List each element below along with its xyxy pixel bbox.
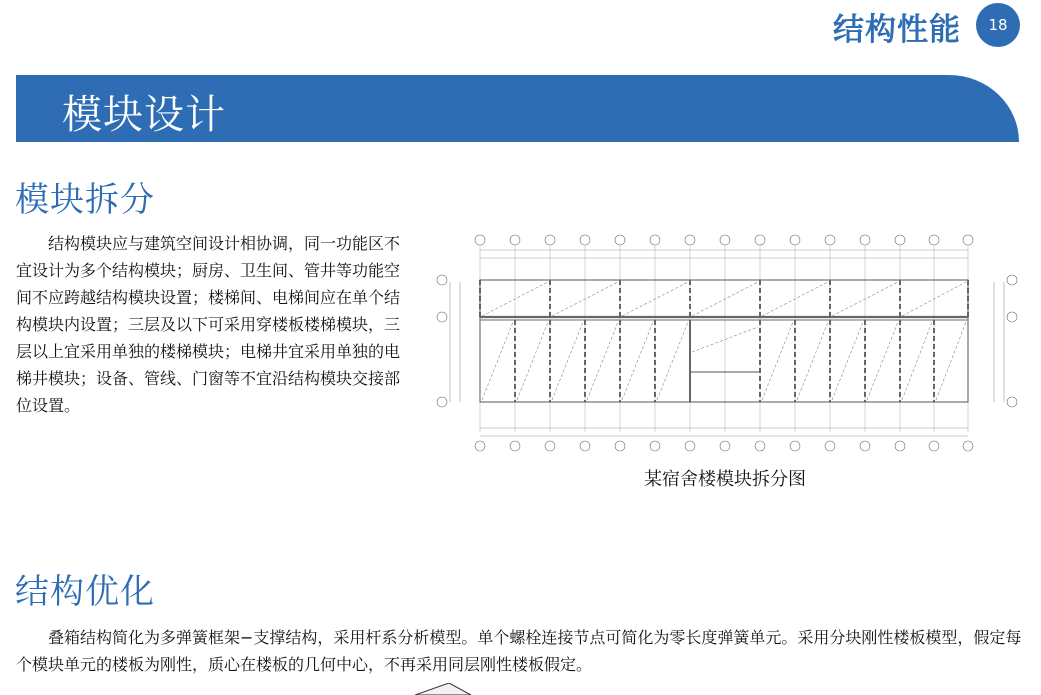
section-title-module-split: 模块拆分 (15, 180, 155, 220)
structure-optimization-paragraph: 叠箱结构简化为多弹簧框架−支撑结构，采用杆系分析模型。单个螺栓连接节点可简化为零长度弹簧单元。采用分块刚性楼板模型，假定每个模块单元的楼板为刚性，质心在楼板的几何中心，不再采用同层刚性楼板假定。 (16, 628, 1022, 674)
figure-caption: 某宿舍楼模块拆分图 (644, 469, 806, 490)
isometric-shape-decoration (415, 683, 475, 695)
banner-title: 模块设计 (62, 92, 226, 138)
module-split-drawing (434, 232, 1021, 454)
title-banner (16, 75, 1019, 142)
header-title: 结构性能 (833, 12, 961, 48)
page-number-badge: 18 (976, 3, 1020, 47)
section-title-structure-optimization: 结构优化 (15, 572, 155, 612)
module-split-paragraph: 结构模块应与建筑空间设计相协调，同一功能区不宜设计为多个结构模块；厨房、卫生间、管井等功能空间不应跨越结构模块设置；楼梯间、电梯间应在单个结构模块内设置；三层及以下可采用穿楼板楼梯模块，三层以上宜采用单独的楼梯模块；电梯井宜采用单独的电梯井模块；设备、管线、门窗等不宜沿结构模块交接部位设置。 (16, 234, 401, 415)
